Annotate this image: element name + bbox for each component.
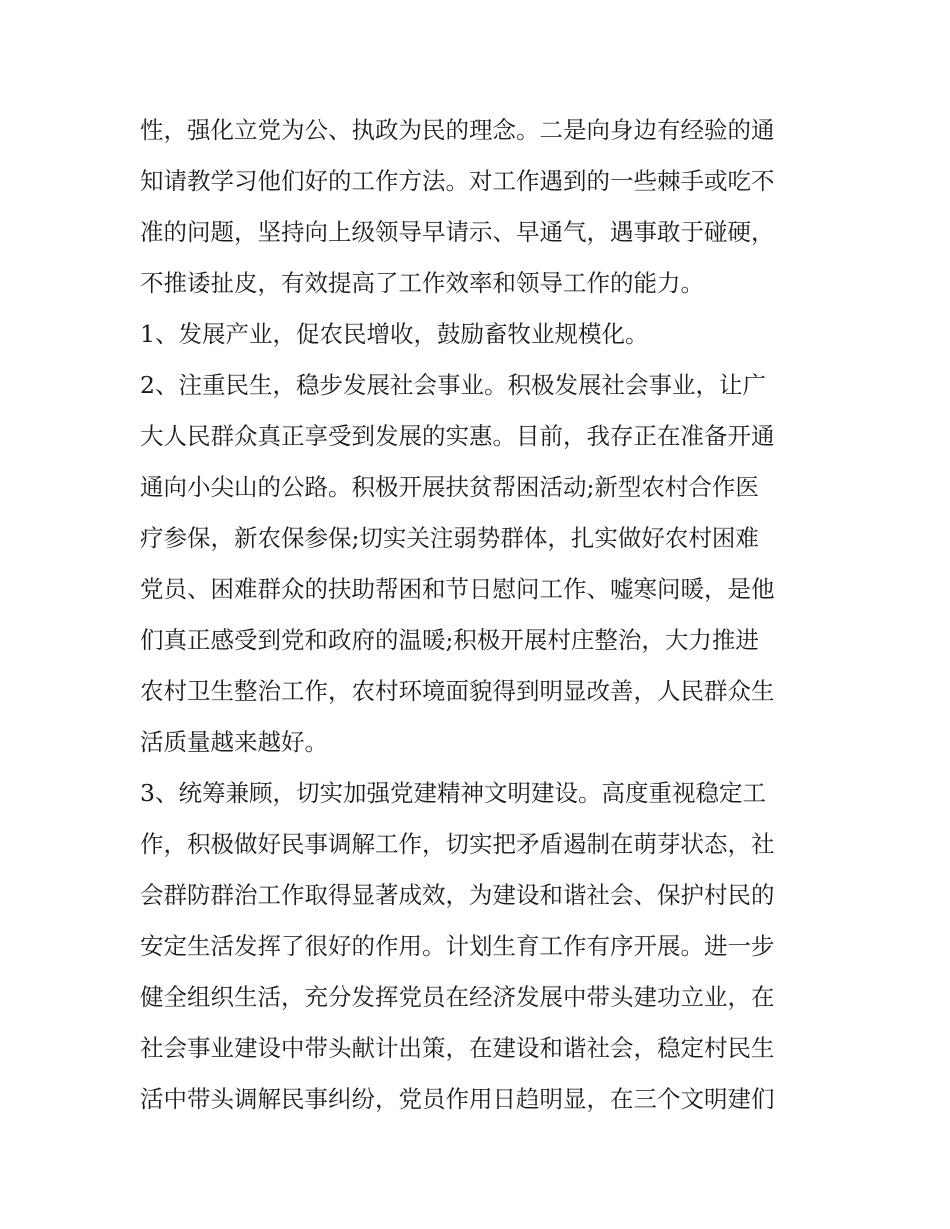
list-item-1: 1、发展产业，促农民增收，鼓励畜牧业规模化。 (140, 320, 649, 348)
text-line: 性，强化立党为公、执政为民的理念。二是向身边有经验的通 (140, 116, 775, 144)
text-line: 党员、困难群众的扶助帮困和节日慰问工作、嘘寒问暖，是他 (140, 575, 775, 603)
text-line: 社会事业建设中带头献计出策，在建设和谐社会，稳定村民生 (140, 1034, 775, 1062)
text-line: 疗参保，新农保参保;切实关注弱势群体，扎实做好农村困难 (140, 524, 759, 552)
text-line: 准的问题，坚持向上级领导早请示、早通气，遇事敢于碰硬， (140, 218, 775, 246)
text-line: 活质量越来越好。 (140, 728, 328, 756)
list-item-3: 3、统筹兼顾，切实加强党建精神文明建设。高度重视稳定工 (140, 779, 766, 807)
document-body (140, 105, 820, 1125)
list-item-2: 2、注重民生，稳步发展社会事业。积极发展社会事业，让广 (140, 371, 766, 399)
text-line: 们真正感受到党和政府的温暖;积极开展村庄整治，大力推进 (140, 626, 759, 654)
text-line: 大人民群众真正享受到发展的实惠。目前，我存正在准备开通 (140, 422, 775, 450)
text-line: 安定生活发挥了很好的作用。计划生育工作有序开展。进一步 (140, 932, 775, 960)
text-line: 知请教学习他们好的工作方法。对工作遇到的一些棘手或吃不 (140, 167, 775, 195)
text-line: 活中带头调解民事纠纷，党员作用日趋明显，在三个文明建们 (140, 1085, 775, 1113)
text-line: 会群防群治工作取得显著成效，为建设和谐社会、保护村民的 (140, 881, 775, 909)
text-line: 农村卫生整治工作，农村环境面貌得到明显改善，人民群众生 (140, 677, 775, 705)
text-line: 健全组织生活，充分发挥党员在经济发展中带头建功立业，在 (140, 983, 775, 1011)
text-line: 不推诿扯皮，有效提高了工作效率和领导工作的能力。 (140, 269, 704, 297)
text-line: 作，积极做好民事调解工作，切实把矛盾遏制在萌芽状态，社 (140, 830, 775, 858)
text-line: 通向小尖山的公路。积极开展扶贫帮困活动;新型农村合作医 (140, 473, 759, 501)
